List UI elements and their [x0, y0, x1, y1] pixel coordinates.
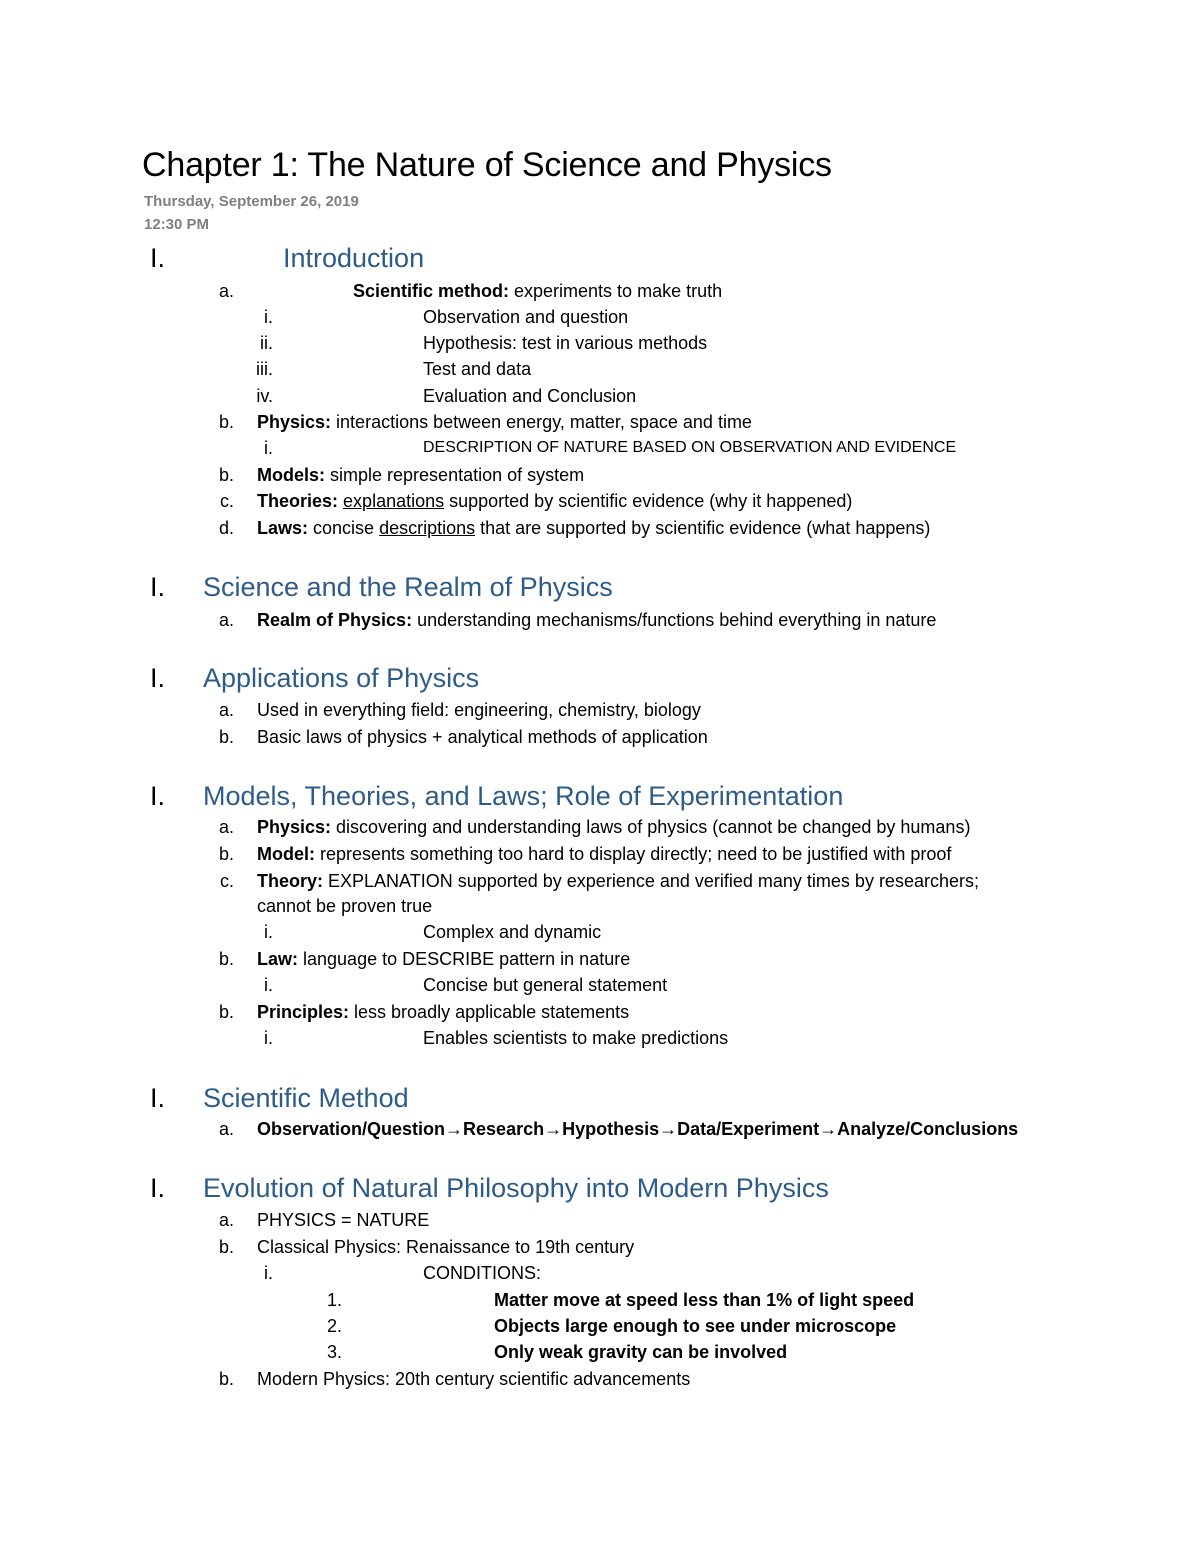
section-heading: Scientific Method	[203, 1083, 409, 1113]
list-marker: a.	[218, 1210, 234, 1230]
list-item: Scientific method: experiments to make truth	[353, 281, 723, 301]
list-item: CONDITIONS:	[423, 1263, 542, 1283]
list-item: PHYSICS = NATURE	[257, 1210, 430, 1230]
list-marker: b.	[218, 465, 234, 485]
list-item: Theory: EXPLANATION supported by experience and verified many times by researchers;	[257, 871, 979, 891]
list-item: Hypothesis: test in various methods	[423, 333, 708, 353]
list-item: Enables scientists to make predictions	[423, 1028, 729, 1048]
list-marker: i.	[264, 307, 273, 327]
section-heading: Evolution of Natural Philosophy into Modern Physics	[203, 1173, 829, 1203]
list-marker: 3.	[326, 1342, 342, 1362]
list-item: Basic laws of physics + analytical methods of application	[257, 727, 708, 747]
list-item-continuation: cannot be proven true	[257, 896, 433, 916]
section-numeral: I.	[150, 243, 166, 273]
list-marker: i.	[264, 1263, 273, 1283]
list-item: Classical Physics: Renaissance to 19th century	[257, 1237, 635, 1257]
list-item: Model: represents something too hard to display directly; need to be justified with proof	[257, 844, 952, 864]
list-marker: b.	[218, 727, 234, 747]
note-time: 12:30 PM	[144, 216, 210, 233]
list-marker: b.	[218, 1237, 234, 1257]
section-heading: Introduction	[283, 243, 425, 273]
list-item: Observation and question	[423, 307, 629, 327]
list-item: DESCRIPTION OF NATURE BASED ON OBSERVATION AND EVIDENCE	[423, 439, 957, 456]
list-item: Only weak gravity can be involved	[494, 1342, 788, 1362]
list-marker: ii.	[260, 333, 273, 353]
note-date: Thursday, September 26, 2019	[144, 193, 359, 210]
section-numeral: I.	[150, 1173, 166, 1203]
list-item: Physics: interactions between energy, matter, space and time	[257, 412, 752, 432]
list-item: Objects large enough to see under microscope	[494, 1316, 897, 1336]
list-marker: a.	[218, 700, 234, 720]
page-title: Chapter 1: The Nature of Science and Physics	[142, 146, 832, 184]
list-item: Laws: concise descriptions that are supported by scientific evidence (what happens)	[257, 518, 931, 538]
list-marker: a.	[218, 281, 234, 301]
section-heading: Applications of Physics	[203, 663, 480, 693]
list-marker: i.	[264, 438, 273, 458]
list-item: Law: language to DESCRIBE pattern in nature	[257, 949, 631, 969]
list-marker: b.	[218, 1369, 234, 1389]
list-item: Test and data	[423, 359, 532, 379]
list-marker: iii.	[256, 359, 273, 379]
list-marker: 1.	[326, 1290, 342, 1310]
list-marker: a.	[218, 610, 234, 630]
section-numeral: I.	[150, 572, 166, 602]
list-marker: b.	[218, 1002, 234, 1022]
list-item: Matter move at speed less than 1% of light speed	[494, 1290, 915, 1310]
list-item: Theories: explanations supported by scientific evidence (why it happened)	[257, 491, 853, 511]
list-marker: d.	[218, 518, 234, 538]
list-item: Physics: discovering and understanding laws of physics (cannot be changed by humans)	[257, 817, 971, 837]
list-marker: 2.	[326, 1316, 342, 1336]
list-item: Modern Physics: 20th century scientific advancements	[257, 1369, 691, 1389]
list-marker: i.	[264, 922, 273, 942]
list-item: Complex and dynamic	[423, 922, 602, 942]
list-item: Observation/Question→Research→Hypothesis→Data/Experiment→Analyze/Conclusions	[257, 1119, 1019, 1139]
list-item: Evaluation and Conclusion	[423, 386, 637, 406]
section-numeral: I.	[150, 663, 166, 693]
list-marker: b.	[218, 844, 234, 864]
list-marker: i.	[264, 975, 273, 995]
list-marker: c.	[219, 491, 234, 511]
list-marker: i.	[264, 1028, 273, 1048]
list-marker: b.	[218, 949, 234, 969]
list-item: Realm of Physics: understanding mechanisms/functions behind everything in nature	[257, 610, 937, 630]
section-numeral: I.	[150, 1083, 166, 1113]
list-item: Principles: less broadly applicable statements	[257, 1002, 630, 1022]
section-heading: Science and the Realm of Physics	[203, 572, 613, 602]
section-heading: Models, Theories, and Laws; Role of Experimentation	[203, 781, 844, 811]
list-marker: c.	[219, 871, 234, 891]
list-item: Concise but general statement	[423, 975, 668, 995]
list-marker: a.	[218, 817, 234, 837]
list-marker: a.	[218, 1119, 234, 1139]
list-marker: b.	[218, 412, 234, 432]
list-item: Models: simple representation of system	[257, 465, 585, 485]
list-marker: iv.	[256, 386, 273, 406]
section-numeral: I.	[150, 781, 166, 811]
list-item: Used in everything field: engineering, chemistry, biology	[257, 700, 701, 720]
